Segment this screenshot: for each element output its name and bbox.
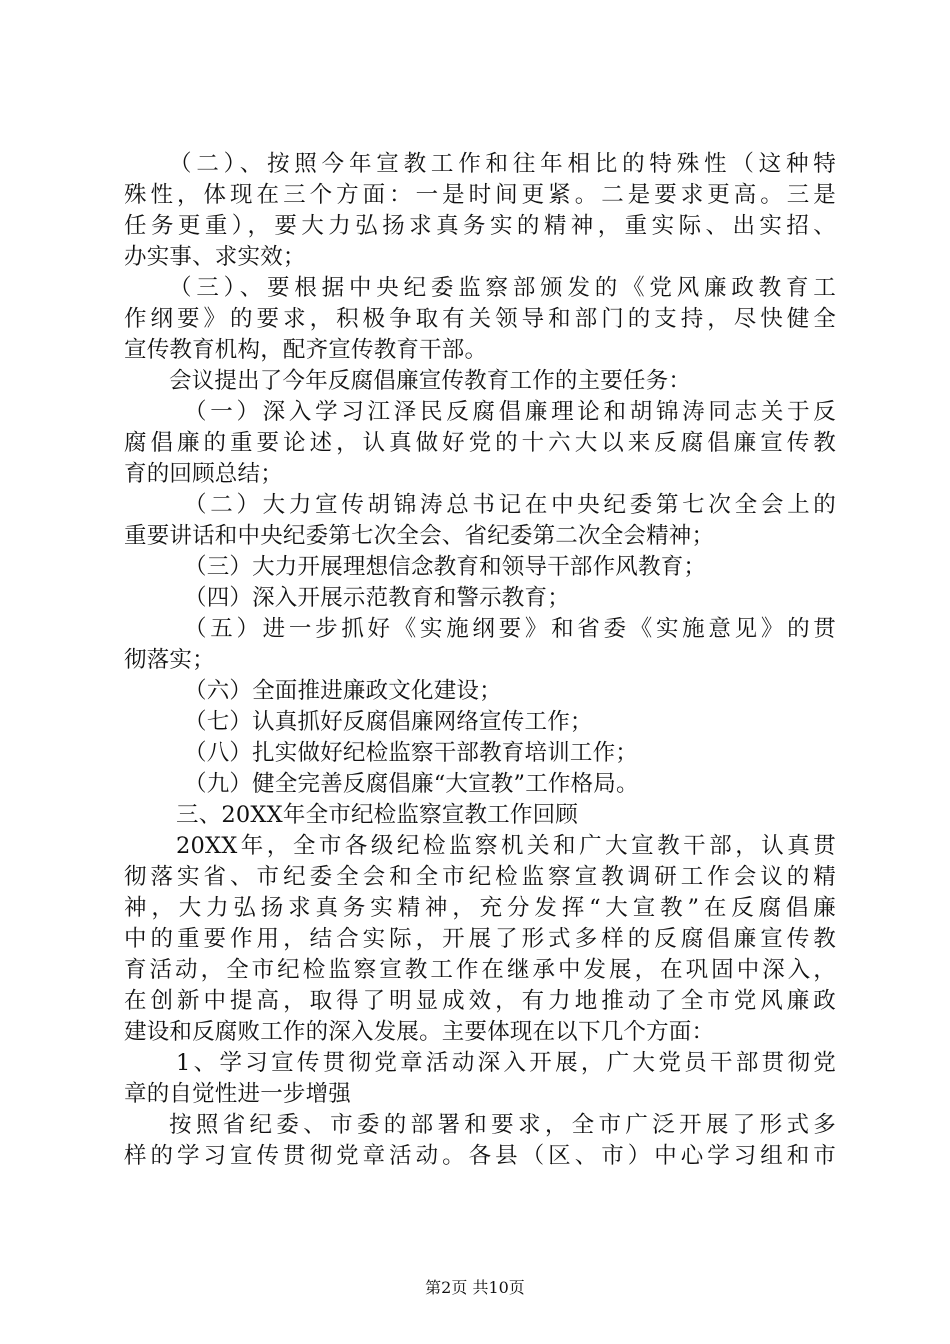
- document-body: [124, 149, 836, 1172]
- text-line: 样的学习宣传贯彻党章活动。各县（区、市）中心学习组和市: [124, 1143, 836, 1169]
- page-number: 第2页 共10页: [425, 1278, 525, 1297]
- text-line: （三）大力开展理想信念教育和领导干部作风教育；: [184, 554, 707, 580]
- text-line: 在创新中提高，取得了明显成效，有力地推动了全市党风廉政: [124, 988, 836, 1014]
- text-line: （六）全面推进廉政文化建设；: [184, 678, 502, 704]
- text-line: （二）、按照今年宣教工作和往年相比的特殊性（这种特: [169, 151, 836, 177]
- text-line: 殊性，体现在三个方面：一是时间更紧。二是要求更高。三是: [124, 182, 836, 208]
- subsection-heading: 1、学习宣传贯彻党章活动深入开展，广大党员干部贯彻党: [176, 1050, 836, 1076]
- page-footer: [0, 1278, 950, 1298]
- text-line: （五）进一步抓好《实施纲要》和省委《实施意见》的贯: [184, 616, 836, 642]
- text-line: 神，大力弘扬求真务实精神，充分发挥“大宣教”在反腐倡廉: [124, 895, 836, 921]
- text-line: （四）深入开展示范教育和警示教育；: [184, 585, 570, 611]
- text-line: 中的重要作用，结合实际，开展了形式多样的反腐倡廉宣传教: [124, 926, 836, 952]
- section-heading: 三、20XX年全市纪检监察宣教工作回顾: [176, 802, 578, 828]
- text-line: （三）、要根据中央纪委监察部颁发的《党风廉政教育工: [169, 275, 836, 301]
- subsection-heading: 章的自觉性进一步增强: [124, 1081, 352, 1107]
- text-line: 作纲要》的要求，积极争取有关领导和部门的支持，尽快健全: [124, 306, 836, 332]
- text-line: （八）扎实做好纪检监察干部教育培训工作；: [184, 740, 639, 766]
- text-line: 彻落实；: [124, 647, 215, 673]
- text-line: （二）大力宣传胡锦涛总书记在中央纪委第七次全会上的: [184, 492, 836, 518]
- text-line: 任务更重），要大力弘扬求真务实的精神，重实际、出实招、: [124, 213, 836, 239]
- text-line: 彻落实省、市纪委全会和全市纪检监察宣教调研工作会议的精: [124, 864, 836, 890]
- text-line: 会议提出了今年反腐倡廉宣传教育工作的主要任务：: [169, 368, 692, 394]
- text-line: 育的回顾总结；: [124, 461, 283, 487]
- text-line: （九）健全完善反腐倡廉“大宣教”工作格局。: [184, 771, 639, 797]
- text-line: 宣传教育机构，配齐宣传教育干部。: [124, 337, 488, 363]
- text-line: 按照省纪委、市委的部署和要求，全市广泛开展了形式多: [169, 1112, 836, 1138]
- text-line: 20XX年，全市各级纪检监察机关和广大宣教干部，认真贯: [176, 833, 836, 859]
- text-line: （一）深入学习江泽民反腐倡廉理论和胡锦涛同志关于反: [184, 399, 836, 425]
- text-line: 建设和反腐败工作的深入发展。主要体现在以下几个方面：: [124, 1019, 715, 1045]
- text-line: 重要讲话和中央纪委第七次全会、省纪委第二次全会精神；: [124, 523, 715, 549]
- text-line: 育活动，全市纪检监察宣教工作在继承中发展，在巩固中深入，: [124, 957, 836, 983]
- text-line: （七）认真抓好反腐倡廉网络宣传工作；: [184, 709, 593, 735]
- text-line: 腐倡廉的重要论述，认真做好党的十六大以来反腐倡廉宣传教: [124, 430, 836, 456]
- text-line: 办实事、求实效；: [124, 244, 306, 270]
